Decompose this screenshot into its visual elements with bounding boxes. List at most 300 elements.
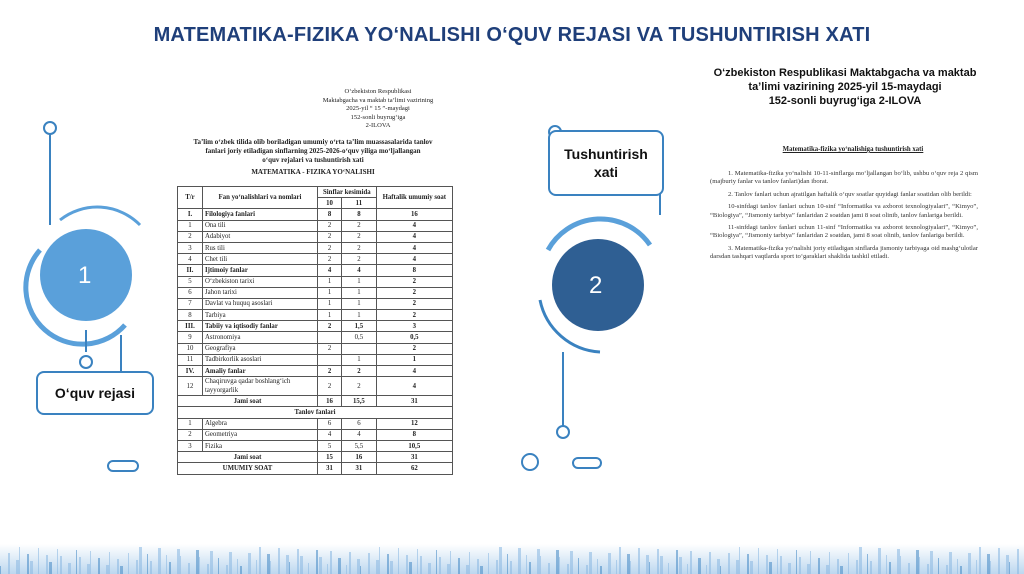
table-cell: 8 (376, 429, 452, 440)
table-cell: Tarbiya (203, 310, 318, 321)
table-cell: 3 (178, 440, 203, 451)
footer-stripe (30, 561, 33, 574)
footer-stripe (409, 562, 412, 574)
table-cell (342, 343, 377, 354)
table-row (178, 321, 453, 332)
footer-stripe (889, 562, 891, 574)
doc-head-line: O‘zbekiston Respublikasi (344, 88, 412, 95)
connector-dot (44, 122, 56, 134)
col-tr: T/r (178, 187, 203, 209)
table-cell: 5,5 (342, 440, 377, 451)
footer-stripe (826, 565, 829, 574)
table-cell: 4 (376, 231, 452, 242)
footer-stripe (597, 559, 598, 574)
footer-stripe (469, 552, 470, 574)
footer-stripe (319, 557, 322, 574)
footer-stripe (98, 558, 100, 574)
intro-line: Ta’lim o‘zbek tilida olib boriladigan umumiy o‘rta ta’lim muassasalarida tanlov (193, 138, 433, 146)
connector-dot (557, 426, 569, 438)
table-cell: Ona tili (203, 220, 318, 231)
footer-stripe (859, 547, 862, 574)
table-cell: Chaqiruvga qadar boshlang‘ich tayyorgarlik (203, 377, 318, 396)
footer-stripe (938, 558, 939, 574)
table-cell: IV. (178, 366, 203, 377)
table-cell: 7 (178, 298, 203, 309)
table-cell: 31 (342, 463, 377, 474)
footer-stripe (728, 553, 730, 574)
col-subject: Fan yo‘nalishlari va nomlari (203, 187, 318, 209)
footer-stripe (668, 563, 669, 574)
footer-stripe (548, 563, 550, 574)
footer-stripe (507, 554, 508, 574)
footer-stripe (466, 565, 469, 574)
table-row (178, 343, 453, 354)
footer-stripe (619, 547, 621, 574)
table-cell: 2 (318, 321, 342, 332)
table-cell: 15,5 (342, 396, 377, 407)
footer-stripe (690, 551, 692, 574)
footer-stripe (709, 552, 711, 574)
total-row (178, 463, 453, 474)
table-cell: 10,5 (376, 440, 452, 451)
footer-stripe (436, 550, 437, 574)
table-cell: Algebra (203, 418, 318, 429)
table-cell: 8 (342, 209, 377, 220)
footer-stripe (49, 562, 52, 574)
order-line: O‘zbekiston Respublikasi Maktabgacha va maktab (713, 67, 977, 79)
footer-stripe (810, 551, 811, 574)
col-11: 11 (342, 198, 377, 209)
footer-stripe (529, 562, 531, 574)
table-cell: 2 (318, 366, 342, 377)
footer-stripe (987, 554, 990, 574)
footer-stripe (76, 550, 77, 574)
footer-stripe (390, 561, 393, 574)
table-cell: II. (178, 265, 203, 276)
footer-stripe (676, 550, 678, 574)
doc-head-line: 152-sonli buyrug‘iga (350, 113, 406, 121)
footer-stripe (330, 551, 332, 574)
table-cell: 12 (376, 418, 452, 429)
table-cell: 4 (342, 265, 377, 276)
table-cell: 1 (318, 298, 342, 309)
table-cell: Tadbirkorlik asoslari (203, 354, 318, 365)
footer-stripe (237, 559, 238, 574)
table-cell: Jahon tarixi (203, 287, 318, 298)
footer-stripe (327, 564, 328, 574)
table-cell: 4 (318, 265, 342, 276)
footer-stripe (766, 555, 768, 574)
table-cell: 1 (342, 287, 377, 298)
total-row (178, 396, 453, 407)
table-cell: 1 (178, 220, 203, 231)
table-row (178, 298, 453, 309)
footer-stripe (248, 553, 251, 574)
table-cell: Ijtimoiy fanlar (203, 265, 318, 276)
table-cell: Jami soat (178, 452, 318, 463)
table-cell: 3 (376, 321, 452, 332)
table-cell: Tanlov fanlari (178, 407, 453, 418)
footer-stripe (128, 553, 129, 574)
footer-stripe (196, 550, 199, 574)
footer-stripe (537, 549, 540, 574)
footer-stripe (0, 566, 1, 574)
footer-stripe (166, 555, 167, 574)
table-cell: 2 (342, 242, 377, 253)
table-cell: 4 (376, 242, 452, 253)
table-cell: 31 (318, 463, 342, 474)
table-row (178, 354, 453, 365)
col-10: 10 (318, 198, 342, 209)
table-cell: 3 (178, 242, 203, 253)
footer-stripe (458, 558, 460, 574)
footer-stripe (308, 563, 309, 574)
footer-stripe (38, 548, 39, 574)
footer-stripe (559, 557, 560, 574)
footer-stripe (87, 564, 90, 574)
footer-stripe (758, 548, 759, 574)
table-cell: 6 (342, 418, 377, 429)
footer-stripe (16, 560, 19, 574)
table-cell: III. (178, 321, 203, 332)
table-cell: Tabiiy va iqtisodiy fanlar (203, 321, 318, 332)
table-cell: 2 (376, 298, 452, 309)
table-cell: 6 (178, 287, 203, 298)
table-cell: 2 (318, 220, 342, 231)
table-cell: 2 (178, 429, 203, 440)
footer-stripe (480, 566, 483, 574)
footer-stripe (867, 554, 868, 574)
footer-stripe (870, 561, 872, 574)
footer-stripe (578, 558, 579, 574)
table-cell: 0,5 (376, 332, 452, 343)
table-cell: O‘zbekiston tarixi (203, 276, 318, 287)
table-cell: 1 (342, 310, 377, 321)
table-cell: 4 (376, 220, 452, 231)
table-cell: 1,5 (342, 321, 377, 332)
table-cell: 31 (376, 396, 452, 407)
col-classes: Sinflar kesimida (318, 187, 377, 198)
footer-stripe (750, 561, 753, 574)
decor-pill (108, 461, 138, 471)
electives-heading-row (178, 407, 453, 418)
footer-stripe (376, 560, 379, 574)
footer-stripe (556, 550, 559, 574)
footer-stripe (289, 562, 290, 574)
footer-stripe (226, 565, 228, 574)
footer-stripe (739, 547, 740, 574)
footer-stripe (679, 557, 682, 574)
order-line: ta’limi vazirining 2025-yil 15-maydagi (748, 81, 942, 93)
table-row (178, 377, 453, 396)
footer-stripe (930, 551, 933, 574)
table-cell: 2 (318, 377, 342, 396)
footer-stripe (136, 560, 138, 574)
table-cell: 1 (318, 310, 342, 321)
footer-stripe (169, 562, 171, 574)
footer-stripe (900, 556, 901, 574)
footer-stripe (856, 560, 858, 574)
footer-stripe (60, 556, 62, 574)
footer-stripe (177, 549, 180, 574)
table-cell: 8 (178, 310, 203, 321)
footer-stripe (799, 557, 801, 574)
table-cell: 1 (342, 354, 377, 365)
table-row (178, 242, 453, 253)
footer-stripe (946, 565, 948, 574)
table-cell: 8 (318, 209, 342, 220)
table-cell: Rus tili (203, 242, 318, 253)
footer-stripe (180, 556, 181, 574)
footer-stripe (207, 564, 209, 574)
footer-stripe (420, 556, 422, 574)
intro-line: fanlari joriy etiladigan sinflarning 2025-2026-o‘quv yiliga mo‘ljallangan (205, 147, 421, 155)
footer-stripe (600, 566, 602, 574)
footer-stripe (840, 566, 843, 574)
table-cell: 4 (376, 377, 452, 396)
table-cell: 4 (376, 254, 452, 265)
table-row (178, 287, 453, 298)
study-plan-table (177, 186, 453, 475)
table-cell: 12 (178, 377, 203, 396)
explanation-doc-title: Matematika-fizika yo‘nalishiga tushuntirish xati (782, 146, 924, 153)
node-number-2: 2 (589, 272, 603, 299)
footer-stripe (286, 555, 289, 574)
page-title: MATEMATIKA-FIZIKA YO‘NALISHI O‘QUV REJASI VA TUSHUNTIRISH XATI (153, 24, 871, 46)
footer-stripe (510, 561, 512, 574)
footer-stripe (267, 554, 270, 574)
footer-stripe (949, 552, 952, 574)
footer-stripe (968, 553, 971, 574)
footer-stripe (979, 547, 981, 574)
footer-stripe (657, 549, 659, 574)
table-cell: Chet tili (203, 254, 318, 265)
footer-stripe (477, 559, 479, 574)
table-cell: 4 (178, 254, 203, 265)
node-number-1: 1 (78, 262, 92, 289)
footer-stripe (638, 548, 640, 574)
footer-stripe (747, 554, 749, 574)
footer-stripe (346, 565, 347, 574)
footer-stripe (957, 559, 958, 574)
footer-stripe (717, 559, 720, 574)
explanation-label-line: Tushuntirish (564, 146, 648, 162)
table-cell: 16 (342, 452, 377, 463)
footer-stripe (210, 551, 213, 574)
footer-stripe (496, 560, 498, 574)
table-cell: 2 (342, 231, 377, 242)
footer-stripe (117, 559, 119, 574)
footer-stripe (1017, 549, 1019, 574)
footer-stripe (278, 548, 280, 574)
table-cell: Geografiya (203, 343, 318, 354)
footer-stripe (829, 552, 830, 574)
footer-stripe (147, 554, 148, 574)
footer-stripe (916, 550, 919, 574)
footer-stripe (769, 562, 772, 574)
table-cell: 2 (342, 377, 377, 396)
table-cell: 2 (376, 276, 452, 287)
footer-stripe (338, 558, 341, 574)
table-cell: 62 (376, 463, 452, 474)
footer-stripe (1006, 555, 1009, 574)
table-cell: 11 (178, 354, 203, 365)
table-row (178, 366, 453, 377)
plan-doc-header (316, 88, 440, 131)
footer-stripe (218, 558, 219, 574)
table-row (178, 254, 453, 265)
footer-stripe (788, 563, 791, 574)
table-cell: Geometriya (203, 429, 318, 440)
table-cell (318, 332, 342, 343)
footer-stripe (649, 562, 650, 574)
table-row (178, 220, 453, 231)
table-cell: Fizika (203, 440, 318, 451)
doc-head-line: Maktabgacha va maktab ta’limi vazirining (322, 96, 434, 104)
table-cell: 1 (376, 354, 452, 365)
table-cell: 2 (342, 366, 377, 377)
table-row (178, 310, 453, 321)
footer-stripe (428, 563, 431, 574)
footer-stripe (499, 547, 502, 574)
table-row (178, 332, 453, 343)
footer-stripe (349, 552, 351, 574)
explanation-paragraph: 11-sinfdagi tanlov fanlari uchun 11-sinf “Informatika va axborot texnologiyalari”, “Kimyo”, “Biologiya”, “Jismoniy tarbiya” fanlaridan 2 soatdan, jami 8 soat olinib, tanlov fanlariga berildi. (710, 224, 978, 240)
footer-stripe (8, 553, 10, 574)
table-row (178, 209, 453, 220)
footer-stripe (27, 554, 29, 574)
explanation-box[interactable] (548, 130, 664, 196)
footer-stripe (848, 553, 849, 574)
footer-stripe (837, 559, 839, 574)
footer-stripe (120, 566, 123, 574)
table-cell: 2 (178, 231, 203, 242)
table-cell: 2 (342, 254, 377, 265)
footer-stripe (229, 552, 232, 574)
footer-stripe (199, 557, 200, 574)
table-cell: 1 (318, 287, 342, 298)
table-cell: 6 (318, 418, 342, 429)
footer-stripe (706, 565, 707, 574)
table-cell: 2 (318, 231, 342, 242)
table-cell: Jami soat (178, 396, 318, 407)
table-cell: 10 (178, 343, 203, 354)
footer-stripe (488, 553, 489, 574)
table-row (178, 429, 453, 440)
table-cell: 1 (342, 276, 377, 287)
footer-stripe (540, 556, 541, 574)
footer-stripe (608, 553, 611, 574)
table-cell: 4 (318, 429, 342, 440)
doc-head-line: 2025-yil “ 15 ”-maydagi (346, 105, 410, 112)
explanation-paragraph: 3. Matematika-fizika yo‘nalishi joriy etiladigan sinflarda jismoniy tarbiyaga oid mashg‘ulotlar darsdan tashqari vaqtlarda sport to‘garaklari shaklida tashkil etiladi. (710, 244, 978, 261)
footer-stripe (79, 557, 81, 574)
table-row (178, 265, 453, 276)
table-cell: 4 (342, 429, 377, 440)
footer-stripe (919, 557, 920, 574)
table-cell: 9 (178, 332, 203, 343)
footer-stripe (68, 563, 71, 574)
table-cell (318, 354, 342, 365)
footer-stripe (589, 552, 592, 574)
footer-stripe (158, 548, 161, 574)
footer-stripe (796, 550, 797, 574)
table-cell: 16 (318, 396, 342, 407)
explanation-paragraph: 2. Tanlov fanlari uchun ajratilgan haftalik o‘quv soatlar quyidagi fanlar soatidan olib berildi: (728, 190, 972, 198)
footer-stripe (139, 547, 142, 574)
footer-stripe (630, 561, 631, 574)
footer-stripe (150, 561, 152, 574)
decor-pill (573, 458, 601, 468)
footer-stripe (818, 558, 820, 574)
study-plan-box[interactable] (36, 371, 154, 415)
table-cell: 2 (376, 343, 452, 354)
footer-band (0, 544, 1024, 574)
footer-stripe (897, 549, 900, 574)
footer-stripe (878, 548, 881, 574)
footer-stripe (447, 564, 450, 574)
footer-stripe (240, 566, 242, 574)
table-cell: 2 (342, 220, 377, 231)
explanation-paragraph: 1. Matematika-fizika yo‘nalishi 10-11-sinflarga mo‘ljallangan bo‘lib, ushbu o‘quv reja 2 qism (majburiy fanlar va tanlov fanlari)dan iborat. (710, 170, 978, 186)
footer-stripe (586, 565, 588, 574)
footer-stripe (720, 566, 721, 574)
table-cell: Amaliy fanlar (203, 366, 318, 377)
footer-stripe (109, 552, 110, 574)
footer-stripe (567, 564, 569, 574)
footer-stripe (687, 564, 688, 574)
table-row (178, 440, 453, 451)
explanation-label-line: xati (593, 164, 619, 180)
footer-stripe (450, 551, 451, 574)
table-cell: 1 (318, 276, 342, 287)
footer-stripe (518, 548, 521, 574)
table-cell: 16 (376, 209, 452, 220)
table-cell: UMUMIY SOAT (178, 463, 318, 474)
footer-stripe (570, 551, 573, 574)
table-cell: 31 (376, 452, 452, 463)
footer-stripe (19, 547, 20, 574)
intro-line: o‘quv rejalari va tushuntirish xati (262, 156, 364, 164)
footer-stripe (807, 564, 810, 574)
footer-stripe (379, 547, 380, 574)
footer-stripe (106, 565, 109, 574)
total-row (178, 452, 453, 463)
circle-arc (60, 207, 140, 225)
footer-stripe (616, 560, 617, 574)
footer-stripe (998, 548, 1000, 574)
table-cell: 2 (318, 242, 342, 253)
footer-stripe (777, 549, 778, 574)
footer-stripe (46, 555, 48, 574)
table-cell: 5 (178, 276, 203, 287)
table-cell: 15 (318, 452, 342, 463)
plan-doc-subtitle: MATEMATIKA - FIZIKA YO‘NALISHI (251, 168, 375, 176)
table-cell: 4 (376, 366, 452, 377)
footer-stripe (417, 549, 418, 574)
footer-stripe (886, 555, 887, 574)
table-cell: 2 (318, 254, 342, 265)
col-weekly: Haftalik umumiy soat (376, 187, 452, 209)
table-cell: 2 (318, 343, 342, 354)
footer-stripe (927, 564, 929, 574)
explanation-paragraph: 10-sinfdagi tanlov fanlari uchun 10-sinf “Informatika va axborot texnologiyalari”, “Kimyo”, “Biologiya”, “Jismoniy tarbiya” fanlaridan 2 soatdan jami 8 soat olinib, tanlov fanlariga berildi. (710, 203, 978, 219)
doc-head-line: 2-ILOVA (365, 122, 391, 129)
footer-stripe (256, 560, 257, 574)
footer-stripe (300, 556, 303, 574)
table-row (178, 231, 453, 242)
footer-stripe (976, 560, 977, 574)
